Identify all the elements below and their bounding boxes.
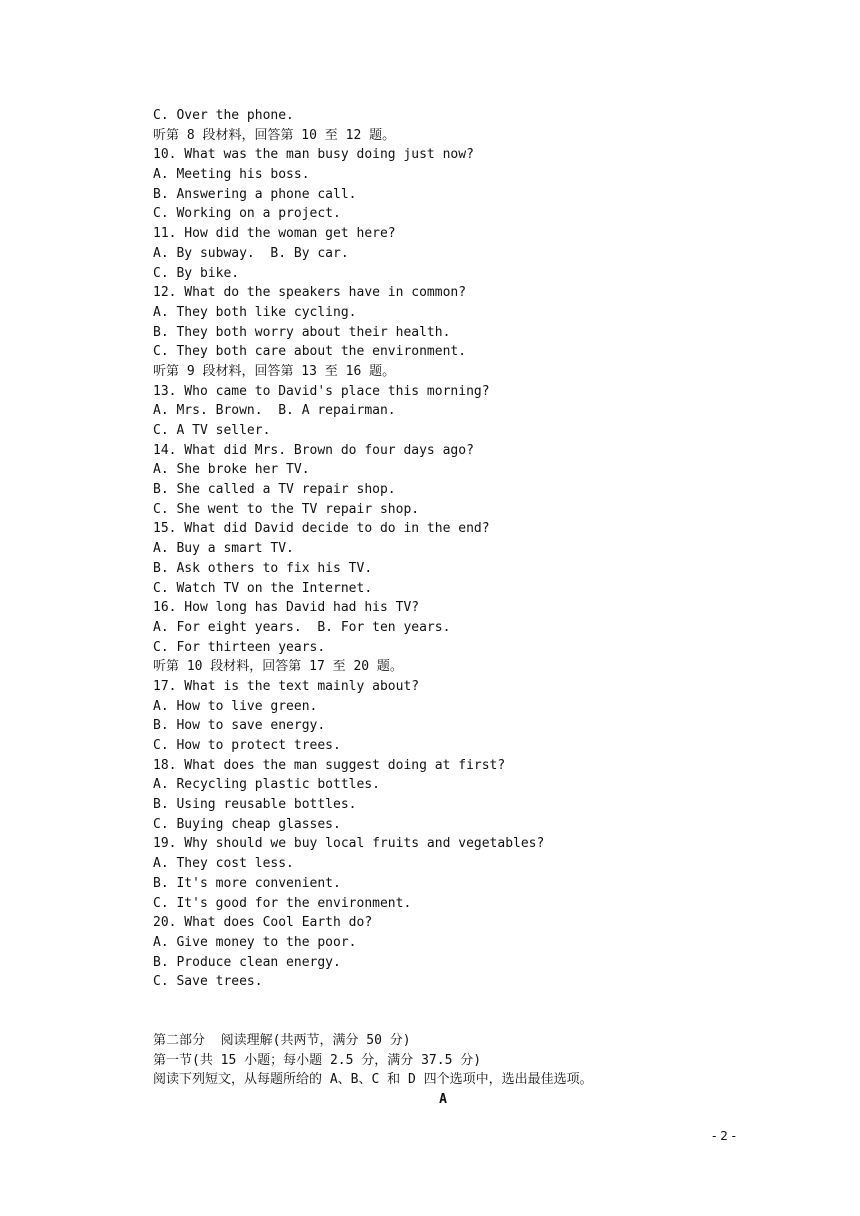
text-line: C. Buying cheap glasses.	[153, 816, 341, 832]
reading-instruction: 阅读下列短文，从每题所给的 A、B、C 和 D 四个选项中，选出最佳选项。	[153, 1072, 593, 1088]
text-line: A. Buy a smart TV.	[153, 541, 294, 557]
text-line: B. Produce clean energy.	[153, 954, 341, 970]
text-line: 听第 10 段材料，回答第 17 至 20 题。	[153, 659, 403, 675]
text-line: C. Save trees.	[153, 974, 263, 990]
text-line: 10. What was the man busy doing just now?	[153, 147, 474, 163]
text-line: B. How to save energy.	[153, 718, 326, 734]
page-number: - 2 -	[712, 1129, 736, 1143]
text-line: A. Give money to the poor.	[153, 934, 357, 950]
text-line: 14. What did Mrs. Brown do four days ago?	[153, 442, 474, 458]
listening-section	[153, 106, 793, 992]
text-line: 20. What does Cool Earth do?	[153, 915, 373, 931]
text-line: C. Watch TV on the Internet.	[153, 580, 373, 596]
text-line: 听第 8 段材料，回答第 10 至 12 题。	[153, 127, 396, 143]
text-line: A. She broke her TV.	[153, 462, 310, 478]
text-line: 19. Why should we buy local fruits and vegetables?	[153, 836, 545, 852]
text-line: B. Using reusable bottles.	[153, 797, 357, 813]
text-line: 听第 9 段材料，回答第 13 至 16 题。	[153, 363, 396, 379]
section-title: 第一节(共 15 小题；每小题 2.5 分，满分 37.5 分)	[153, 1052, 482, 1068]
text-line: 18. What does the man suggest doing at first?	[153, 757, 506, 773]
text-line: C. By bike.	[153, 265, 240, 281]
text-line: B. Answering a phone call.	[153, 186, 357, 202]
section-gap	[153, 992, 793, 1031]
text-line: 17. What is the text mainly about?	[153, 678, 420, 694]
text-line: C. Working on a project.	[153, 206, 341, 222]
text-line: C. Over the phone.	[153, 108, 294, 123]
text-line: A. By subway. B. By car.	[153, 245, 349, 261]
text-line: C. It's good for the environment.	[153, 895, 412, 911]
text-line: 15. What did David decide to do in the end?	[153, 521, 490, 537]
text-line: C. She went to the TV repair shop.	[153, 501, 420, 517]
text-line: C. For thirteen years.	[153, 639, 326, 655]
text-line: A. Meeting his boss.	[153, 167, 310, 183]
text-line: A. For eight years. B. For ten years.	[153, 619, 451, 635]
text-line: C. How to protect trees.	[153, 738, 341, 753]
text-line: 16. How long has David had his TV?	[153, 600, 420, 616]
text-line: C. A TV seller.	[153, 423, 271, 438]
text-body	[153, 106, 793, 1110]
passage-label: A	[439, 1092, 447, 1107]
text-line: A. Recycling plastic bottles.	[153, 777, 380, 793]
part-title: 第二部分 阅读理解(共两节，满分 50 分)	[153, 1032, 411, 1048]
text-line: 11. How did the woman get here?	[153, 226, 396, 242]
text-line: A. Mrs. Brown. B. A repairman.	[153, 403, 396, 419]
text-line: C. They both care about the environment.	[153, 344, 467, 360]
text-line: B. She called a TV repair shop.	[153, 482, 396, 498]
text-line: B. They both worry about their health.	[153, 324, 451, 340]
text-line: A. They both like cycling.	[153, 304, 357, 320]
text-line: A. They cost less.	[153, 856, 294, 872]
text-line: B. Ask others to fix his TV.	[153, 560, 373, 576]
text-line: 12. What do the speakers have in common?	[153, 285, 467, 301]
text-line: 13. Who came to David's place this morning?	[153, 383, 490, 399]
text-line: A. How to live green.	[153, 698, 318, 714]
text-line: B. It's more convenient.	[153, 875, 341, 891]
